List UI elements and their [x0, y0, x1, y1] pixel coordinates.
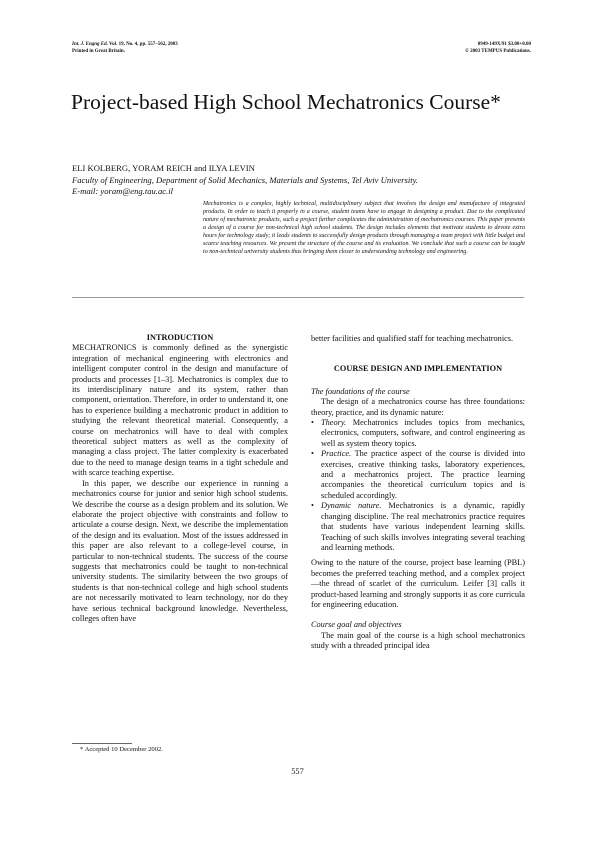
subheading-goals: Course goal and objectives: [311, 620, 402, 630]
list-term: Theory.: [321, 418, 347, 428]
list-term: Practice.: [321, 449, 352, 459]
list-item: [311, 449, 525, 501]
page-number: 557: [291, 767, 304, 776]
foundations-list: [311, 418, 525, 553]
abstract-divider: [72, 297, 524, 298]
list-item: [311, 501, 525, 553]
copyright: © 2003 TEMPUS Publications.: [465, 49, 531, 54]
affiliation: Faculty of Engineering, Department of Solid Mechanics, Materials and Systems, Tel Aviv University.: [72, 175, 419, 185]
left-column: [72, 333, 288, 624]
paper-title: Project-based High School Mechatronics Course*: [71, 90, 501, 114]
pbl-paragraph: Owing to the nature of the course, project base learning (PBL) becomes the preferred teaching method, and a complex project—the thread of scarlet of the curriculum. Leifer [3] calls it product-based learning and strongly supports it as core curricula for engineering education.: [311, 558, 525, 609]
list-term: Dynamic nature.: [321, 501, 382, 511]
footnote: * Accepted 10 December 2002.: [80, 746, 163, 753]
right-column: [311, 334, 525, 652]
list-text: The practice aspect of the course is divided into exercises, creative thinking tasks, laboratory experiences, and a mechatronics project. The practice learning accompanies the theoretical curriculum topics and is scheduled accordingly.: [321, 449, 525, 500]
subheading-foundations: The foundations of the course: [311, 386, 410, 396]
section-heading-introduction: INTRODUCTION: [146, 333, 214, 342]
printed-location: Printed in Great Britain.: [72, 49, 125, 54]
foundations-paragraph: The design of a mechatronics course has three foundations: theory, practice, and its dynamic nature:: [311, 397, 525, 417]
journal-volume: Vol. 19, No. 4, pp. 557–562, 2003: [109, 42, 178, 47]
authors: ELI KOLBERG, YORAM REICH and ILYA LEVIN: [72, 163, 255, 173]
intro-paragraph-2: In this paper, we describe our experience in running a mechatronics course for junior and senior high school students. We describe the course as a design problem and its solution. We elaborate the project objective with constraints and follow to articulate a course design. Next, we describe the implementation of the design and its evaluation. Most of the issues addressed in this paper are also relevant to a college-level course, in particular to non-technical students. The success of the course suggests that mechatronics could be taught to non-technical university students. The similarity between the two groups of students is that non-technical college and high school students are not necessarily motivated to learn technology, nor do they have serious technical background knowledge. Nevertheless, colleges often have: [72, 478, 288, 623]
section-heading-course-design: COURSE DESIGN AND IMPLEMENTATION: [333, 364, 503, 374]
abstract: Mechatronics is a complex, highly technical, multidisciplinary subject that involves the design and manufacture of integrated products. In order to teach it properly in a course, student teams have to engage in designing a product. Due to the complicated nature of mechatronic products, such a project further complicates the administration of mechatronics courses. This paper presents a design of a course for non-technical high school students. The design includes elements that motivate students to devote extra hours for technology study; it leads students to successfully design products through managing a team project with little budget and scarce teaching resources. We present the structure of the course and its evaluation. We conclude that such a course can be taught to non-technical university students thus bringing them closer to understanding technology and engineering.: [203, 201, 525, 255]
journal-header-right: [465, 41, 531, 55]
continuation-paragraph: better facilities and qualified staff for teaching mechatronics.: [311, 334, 514, 343]
list-item: [311, 418, 525, 449]
intro-paragraph-1: MECHATRONICS is commonly defined as the synergistic integration of mechanical engineering with electronics and intelligent computer control in the design and manufacture of products and processes [1–3]. Mechatronics is complex due to its interdisciplinary nature and its system, rather than component, orientation. Therefore, in order to understand it, one has to experience building a mechatronic product in addition to studying the relevant theoretical material. Consequently, a course on mechatronics will have to deal with complex theoretical subject matters as well as the complexity of managing a class project. The latter complexity is exacerbated due to the need to manage design teams in a tight schedule and with scarce teaching expertise.: [72, 343, 288, 478]
list-text: Mechatronics is a dynamic, rapidly changing discipline. The real mechatronics practice requires that students have various independent learning skills. Teaching of such skills involves integrating several teaching and learning methods.: [321, 501, 526, 552]
goals-paragraph: The main goal of the course is a high school mechatronics study with a threaded principal idea: [311, 630, 525, 651]
journal-header-left: [72, 41, 178, 55]
author-email: E-mail: yoram@eng.tau.ac.il: [72, 186, 173, 196]
journal-name: Int. J. Engng Ed.: [72, 42, 108, 47]
issn: 0949-149X/91 $3.00+0.00: [477, 42, 531, 47]
list-text: Mechatronics includes topics from mechanics, electronics, computers, software, and control engineering as well as system theory topics.: [321, 418, 525, 448]
footnote-divider: [72, 743, 132, 744]
